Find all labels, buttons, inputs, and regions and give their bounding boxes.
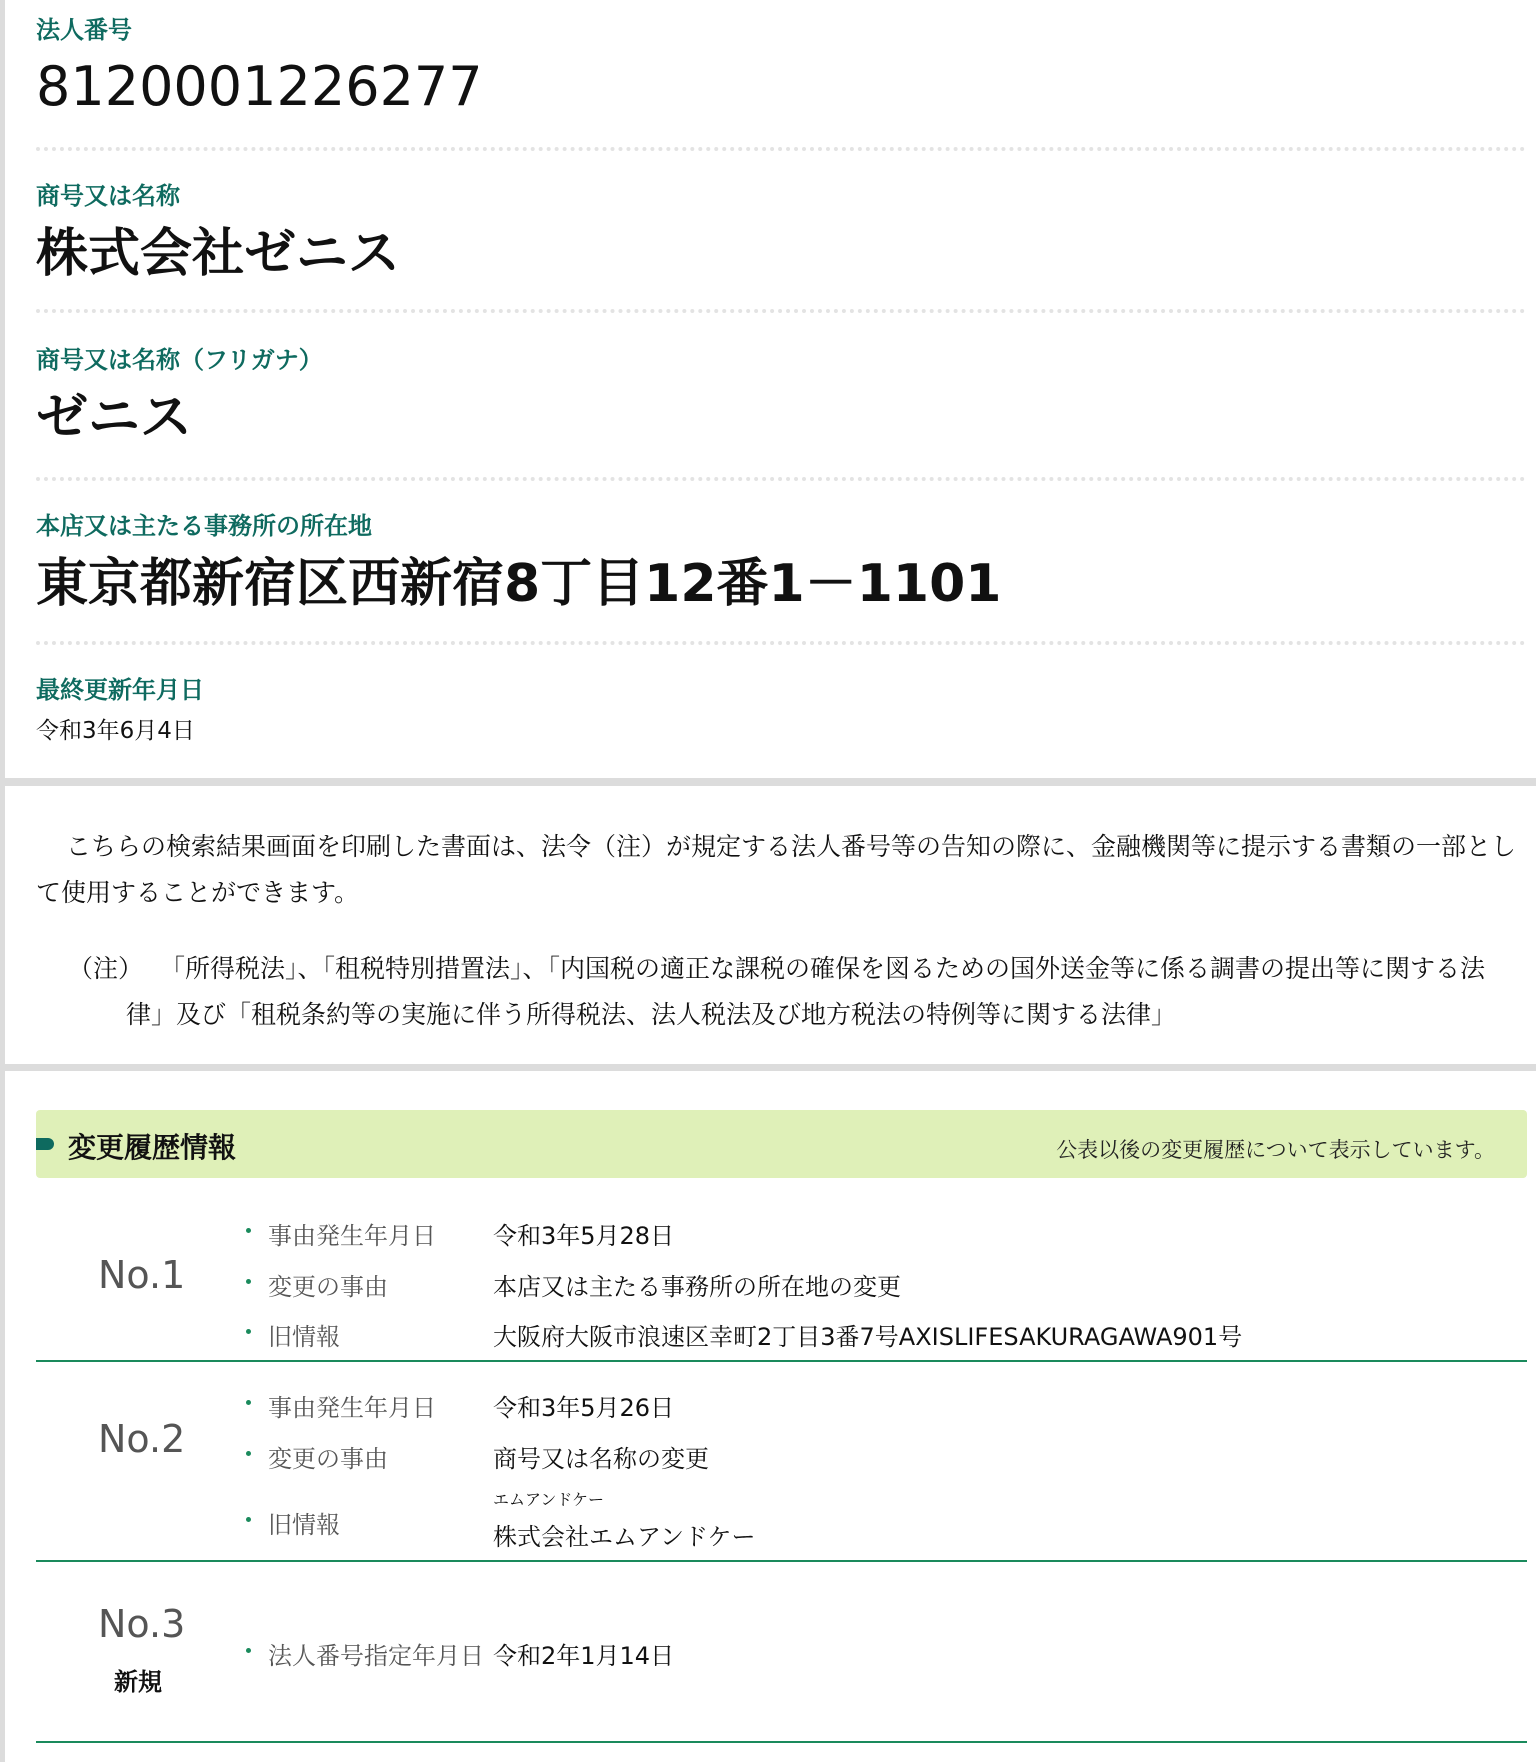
row-value: 令和2年1月14日: [493, 1642, 675, 1670]
note-mark: （注）: [68, 954, 144, 983]
last-updated-value: 令和3年6月4日: [36, 718, 195, 744]
change-history-panel: [5, 1071, 1536, 1762]
record-number: No.3: [98, 1602, 186, 1646]
history-title: 変更履歴情報: [68, 1131, 237, 1164]
bullet-icon: [246, 1400, 251, 1405]
bullet-icon: [246, 1228, 251, 1233]
row-label: 変更の事由: [268, 1445, 388, 1473]
trade-name-label: 商号又は名称: [36, 182, 180, 210]
history-record: [36, 1362, 1527, 1562]
record-number: No.2: [98, 1417, 186, 1461]
divider: [36, 641, 1526, 645]
trade-name-kana-value: ゼニス: [36, 388, 193, 448]
divider: [36, 477, 1526, 481]
divider: [36, 309, 1526, 313]
notice-paragraph: こちらの検索結果画面を印刷した書面は、法令（注）が規定する法人番号等の告知の際に、金融機関等に提示する書類の一部として使用することができます。: [36, 832, 1517, 907]
row-label: 事由発生年月日: [268, 1222, 436, 1250]
row-label: 変更の事由: [268, 1273, 388, 1301]
row-value: 大阪府大阪市浪速区幸町2丁目3番7号AXISLIFESAKURAGAWA901号: [493, 1323, 1243, 1351]
trade-name-value: 株式会社ゼニス: [36, 224, 401, 284]
history-record: [36, 1562, 1527, 1752]
divider: [36, 147, 1526, 151]
row-value: 令和3年5月28日: [493, 1222, 675, 1250]
bullet-icon: [246, 1648, 251, 1653]
row-value: 株式会社エムアンドケー: [493, 1523, 756, 1551]
bullet-icon: [246, 1517, 251, 1522]
corporate-number-label: 法人番号: [36, 16, 132, 44]
record-number: No.1: [98, 1253, 186, 1297]
corporate-number-value: 8120001226277: [36, 55, 483, 118]
bullet-icon: [246, 1279, 251, 1284]
corporate-info-panel: [5, 0, 1536, 778]
notice-panel: [5, 786, 1536, 1064]
row-label: 法人番号指定年月日: [268, 1642, 484, 1670]
row-value-ruby: エムアンドケー: [493, 1490, 605, 1509]
section-marker-icon: [36, 1138, 54, 1150]
row-label: 事由発生年月日: [268, 1394, 436, 1422]
row-label: 旧情報: [268, 1323, 340, 1351]
row-value: 令和3年5月26日: [493, 1394, 675, 1422]
address-value: 東京都新宿区西新宿8丁目12番1－1101: [36, 554, 1002, 614]
history-note: 公表以後の変更履歴について表示しています。: [1056, 1138, 1495, 1162]
address-label: 本店又は主たる事務所の所在地: [36, 512, 372, 540]
history-header: [36, 1110, 1527, 1178]
row-value: 本店又は主たる事務所の所在地の変更: [493, 1273, 901, 1301]
last-updated-label: 最終更新年月日: [36, 676, 204, 704]
bullet-icon: [246, 1329, 251, 1334]
trade-name-kana-label: 商号又は名称（フリガナ）: [36, 346, 323, 374]
row-value: 商号又は名称の変更: [493, 1445, 709, 1473]
record-tag: 新規: [114, 1668, 162, 1696]
row-label: 旧情報: [268, 1511, 340, 1539]
history-record: [36, 1208, 1527, 1358]
bullet-icon: [246, 1451, 251, 1456]
record-divider: [36, 1741, 1527, 1743]
note-text: 「所得税法」、「租税特別措置法」、「内国税の適正な課税の確保を図るための国外送金等に係る調書の提出等に関する法律」及び「租税条約等の実施に伴う所得税法、法人税法及び地方税法の特例等に関する法律」: [126, 954, 1486, 1029]
